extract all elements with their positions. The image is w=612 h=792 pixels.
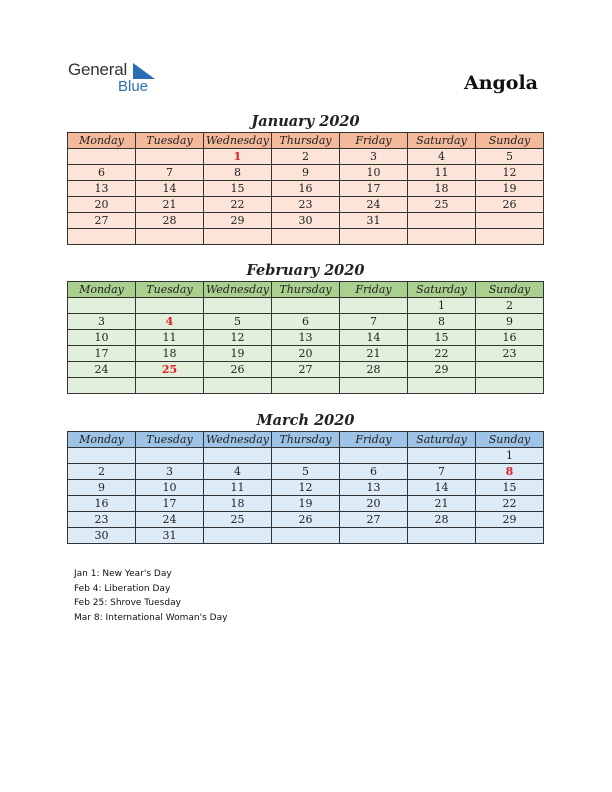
week-row (68, 181, 544, 197)
day-cell: 3 (136, 464, 204, 480)
day-cell: 1 (476, 448, 544, 464)
day-cell: 13 (340, 480, 408, 496)
day-cell: 19 (476, 181, 544, 197)
day-cell: 12 (272, 480, 340, 496)
week-row (68, 480, 544, 496)
day-cell (136, 378, 204, 394)
day-cell (272, 448, 340, 464)
day-cell: 2 (476, 298, 544, 314)
day-cell (272, 298, 340, 314)
weekday-header-row (68, 282, 544, 298)
calendar-table (67, 132, 544, 245)
day-cell: 11 (204, 480, 272, 496)
day-cell: 17 (136, 496, 204, 512)
weekday-header: Wednesday (204, 432, 272, 448)
day-cell: 24 (340, 197, 408, 213)
day-cell: 3 (340, 149, 408, 165)
day-cell: 27 (272, 362, 340, 378)
day-cell: 15 (408, 330, 476, 346)
day-cell: 8 (476, 464, 544, 480)
day-cell: 16 (68, 496, 136, 512)
day-cell (476, 229, 544, 245)
day-cell (476, 213, 544, 229)
day-cell: 20 (340, 496, 408, 512)
day-cell: 15 (476, 480, 544, 496)
day-cell: 12 (476, 165, 544, 181)
day-cell: 17 (68, 346, 136, 362)
day-cell: 23 (272, 197, 340, 213)
day-cell (340, 448, 408, 464)
holiday-note: Feb 4: Liberation Day (74, 583, 171, 594)
weekday-header: Tuesday (136, 133, 204, 149)
day-cell: 10 (68, 330, 136, 346)
day-cell: 29 (204, 213, 272, 229)
day-cell: 23 (476, 346, 544, 362)
day-cell (272, 229, 340, 245)
day-cell: 8 (408, 314, 476, 330)
day-cell (340, 378, 408, 394)
weekday-header: Monday (68, 133, 136, 149)
day-cell: 20 (68, 197, 136, 213)
day-cell (340, 528, 408, 544)
day-cell: 25 (136, 362, 204, 378)
logo-general-text: General (68, 60, 128, 79)
holiday-note: Jan 1: New Year's Day (74, 569, 172, 579)
day-cell: 18 (408, 181, 476, 197)
weekday-header: Friday (340, 282, 408, 298)
day-cell: 29 (408, 362, 476, 378)
day-cell: 14 (408, 480, 476, 496)
weekday-header-row (68, 432, 544, 448)
day-cell: 6 (272, 314, 340, 330)
day-cell: 5 (204, 314, 272, 330)
day-cell: 25 (408, 197, 476, 213)
day-cell: 10 (340, 165, 408, 181)
day-cell (68, 378, 136, 394)
holiday-note: Mar 8: International Woman's Day (74, 612, 228, 623)
day-cell: 23 (68, 512, 136, 528)
week-row (68, 378, 544, 394)
day-cell: 30 (272, 213, 340, 229)
logo-blue-text: Blue (118, 78, 149, 95)
day-cell (340, 229, 408, 245)
week-row (68, 165, 544, 181)
day-cell (204, 448, 272, 464)
country-title: Angola (463, 72, 538, 94)
day-cell: 15 (204, 181, 272, 197)
week-row (68, 512, 544, 528)
day-cell (136, 149, 204, 165)
day-cell: 14 (136, 181, 204, 197)
day-cell (68, 229, 136, 245)
weekday-header: Tuesday (136, 282, 204, 298)
day-cell: 26 (204, 362, 272, 378)
day-cell: 26 (272, 512, 340, 528)
day-cell: 30 (68, 528, 136, 544)
day-cell (408, 528, 476, 544)
calendar-march (67, 411, 544, 544)
weekday-header: Saturday (408, 432, 476, 448)
weekday-header: Thursday (272, 282, 340, 298)
weekday-header: Sunday (476, 133, 544, 149)
day-cell: 31 (136, 528, 204, 544)
calendar-table (67, 431, 544, 544)
day-cell: 13 (272, 330, 340, 346)
day-cell (408, 378, 476, 394)
day-cell: 9 (476, 314, 544, 330)
day-cell: 27 (68, 213, 136, 229)
day-cell (340, 298, 408, 314)
weekday-header: Saturday (408, 133, 476, 149)
day-cell: 22 (408, 346, 476, 362)
day-cell: 7 (340, 314, 408, 330)
day-cell: 24 (136, 512, 204, 528)
day-cell: 22 (476, 496, 544, 512)
day-cell: 6 (68, 165, 136, 181)
day-cell: 5 (476, 149, 544, 165)
day-cell: 26 (476, 197, 544, 213)
week-row (68, 362, 544, 378)
week-row (68, 346, 544, 362)
day-cell: 4 (204, 464, 272, 480)
day-cell (272, 378, 340, 394)
day-cell: 25 (204, 512, 272, 528)
day-cell: 28 (340, 362, 408, 378)
day-cell: 14 (340, 330, 408, 346)
weekday-header: Monday (68, 282, 136, 298)
week-row (68, 330, 544, 346)
day-cell (68, 149, 136, 165)
day-cell: 18 (204, 496, 272, 512)
week-row (68, 314, 544, 330)
weekday-header: Tuesday (136, 432, 204, 448)
day-cell: 2 (68, 464, 136, 480)
day-cell: 18 (136, 346, 204, 362)
week-row (68, 149, 544, 165)
week-row (68, 213, 544, 229)
weekday-header: Saturday (408, 282, 476, 298)
day-cell (204, 378, 272, 394)
day-cell: 16 (272, 181, 340, 197)
day-cell: 19 (204, 346, 272, 362)
day-cell: 31 (340, 213, 408, 229)
logo-triangle-icon (133, 63, 155, 79)
week-row (68, 464, 544, 480)
calendar-february (67, 261, 544, 394)
week-row (68, 448, 544, 464)
weekday-header: Sunday (476, 282, 544, 298)
weekday-header: Monday (68, 432, 136, 448)
day-cell: 10 (136, 480, 204, 496)
day-cell: 28 (136, 213, 204, 229)
day-cell (204, 528, 272, 544)
weekday-header: Thursday (272, 432, 340, 448)
day-cell (408, 213, 476, 229)
day-cell: 20 (272, 346, 340, 362)
day-cell: 4 (136, 314, 204, 330)
day-cell: 6 (340, 464, 408, 480)
week-row (68, 528, 544, 544)
month-title: March 2020 (256, 412, 355, 429)
day-cell: 9 (68, 480, 136, 496)
day-cell: 17 (340, 181, 408, 197)
day-cell: 4 (408, 149, 476, 165)
weekday-header-row (68, 133, 544, 149)
week-row (68, 197, 544, 213)
day-cell: 11 (136, 330, 204, 346)
day-cell (476, 362, 544, 378)
day-cell (136, 298, 204, 314)
week-row (68, 496, 544, 512)
day-cell: 12 (204, 330, 272, 346)
weekday-header: Friday (340, 432, 408, 448)
day-cell: 28 (408, 512, 476, 528)
day-cell: 13 (68, 181, 136, 197)
day-cell (408, 448, 476, 464)
day-cell (408, 229, 476, 245)
month-title: February 2020 (246, 262, 365, 279)
day-cell (204, 298, 272, 314)
calendar-january (67, 112, 544, 245)
day-cell: 16 (476, 330, 544, 346)
week-row (68, 229, 544, 245)
holiday-note: Feb 25: Shrove Tuesday (74, 598, 181, 608)
day-cell: 22 (204, 197, 272, 213)
weekday-header: Sunday (476, 432, 544, 448)
day-cell: 21 (340, 346, 408, 362)
day-cell: 29 (476, 512, 544, 528)
day-cell: 2 (272, 149, 340, 165)
day-cell: 3 (68, 314, 136, 330)
day-cell: 9 (272, 165, 340, 181)
day-cell: 5 (272, 464, 340, 480)
day-cell: 7 (408, 464, 476, 480)
day-cell: 24 (68, 362, 136, 378)
day-cell (68, 448, 136, 464)
day-cell (272, 528, 340, 544)
day-cell (136, 448, 204, 464)
holiday-notes (74, 567, 227, 625)
weekday-header: Friday (340, 133, 408, 149)
weekday-header: Wednesday (204, 133, 272, 149)
day-cell: 1 (204, 149, 272, 165)
day-cell (204, 229, 272, 245)
day-cell: 1 (408, 298, 476, 314)
week-row (68, 298, 544, 314)
calendar-table (67, 281, 544, 394)
day-cell: 19 (272, 496, 340, 512)
day-cell: 7 (136, 165, 204, 181)
weekday-header: Thursday (272, 133, 340, 149)
day-cell: 27 (340, 512, 408, 528)
weekday-header: Wednesday (204, 282, 272, 298)
day-cell: 8 (204, 165, 272, 181)
day-cell: 21 (408, 496, 476, 512)
day-cell (136, 229, 204, 245)
day-cell (68, 298, 136, 314)
month-title: January 2020 (251, 113, 360, 130)
day-cell: 11 (408, 165, 476, 181)
day-cell (476, 378, 544, 394)
day-cell (476, 528, 544, 544)
day-cell: 21 (136, 197, 204, 213)
